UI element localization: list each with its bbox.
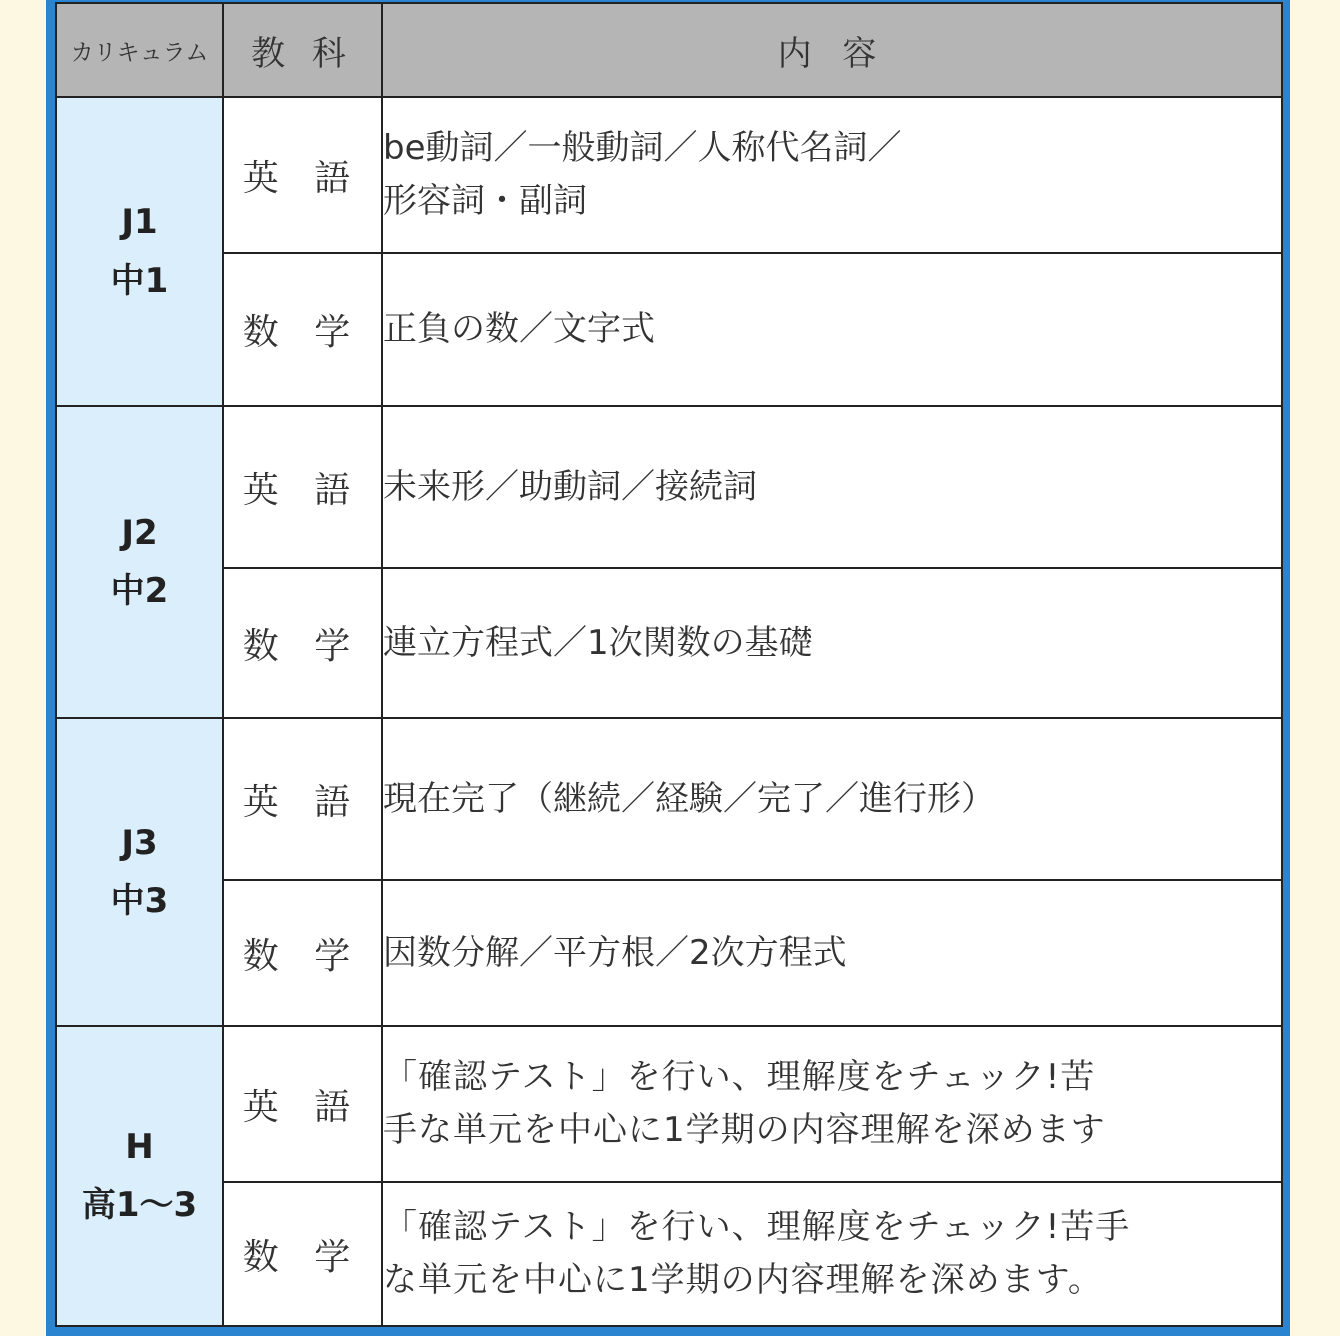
content-line: be動詞／一般動詞／人称代名詞／ [383,128,902,169]
subject-cell: 数 学 [223,568,382,718]
content-cell [382,1182,1282,1326]
content-line: 正負の数／文字式 [383,309,655,350]
grade-cell-j2 [56,406,223,718]
subject-cell: 英 語 [223,97,382,253]
table-row [56,718,1282,880]
grade-code: J1 [121,202,158,243]
table-row [56,1182,1282,1326]
content-cell [382,568,1282,718]
table-row [56,1026,1282,1182]
subject-cell: 英 語 [223,406,382,568]
grade-code: H [125,1126,154,1167]
subject-cell: 数 学 [223,1182,382,1326]
grade-cell-j1 [56,97,223,406]
curriculum-table [55,2,1283,1327]
subject-cell: 英 語 [223,718,382,880]
grade-code: J2 [121,512,158,553]
subject-cell: 数 学 [223,253,382,406]
grade-label: 中1 [110,260,169,301]
content-line: 形容詞・副詞 [383,181,587,221]
content-line: 「確認テスト」を行い、理解度をチェック!苦 [383,1057,1096,1098]
grade-label: 中2 [110,571,169,611]
grade-cell-j3 [56,718,223,1026]
table-row [56,880,1282,1026]
table-row [56,406,1282,568]
content-cell [382,253,1282,406]
content-line: 因数分解／平方根／2次方程式 [383,932,847,973]
header-subject: 教 科 [223,3,382,97]
subject-cell: 数 学 [223,880,382,1026]
table-row [56,97,1282,253]
content-line: 「確認テスト」を行い、理解度をチェック!苦手 [383,1207,1131,1248]
content-line: 連立方程式／1次関数の基礎 [383,622,813,663]
content-line: 手な単元を中心に1学期の内容理解を深めます [383,1110,1106,1150]
content-cell [382,718,1282,880]
grade-cell-h [56,1026,223,1326]
grade-label: 中3 [110,881,169,921]
table-row [56,568,1282,718]
content-line: な単元を中心に1学期の内容理解を深めます。 [383,1260,1103,1300]
content-line: 未来形／助動詞／接続詞 [383,466,757,507]
grade-code: J3 [121,822,158,863]
content-cell [382,880,1282,1026]
header-curriculum: カリキュラム [56,3,223,97]
content-line: 現在完了（継続／経験／完了／進行形） [383,778,995,819]
content-cell [382,406,1282,568]
content-cell [382,1026,1282,1182]
content-cell [382,97,1282,253]
header-content: 内 容 [382,3,1282,97]
grade-label: 高1〜3 [81,1185,198,1225]
subject-cell: 英 語 [223,1026,382,1182]
table-row [56,253,1282,406]
table-header-row [56,3,1282,97]
